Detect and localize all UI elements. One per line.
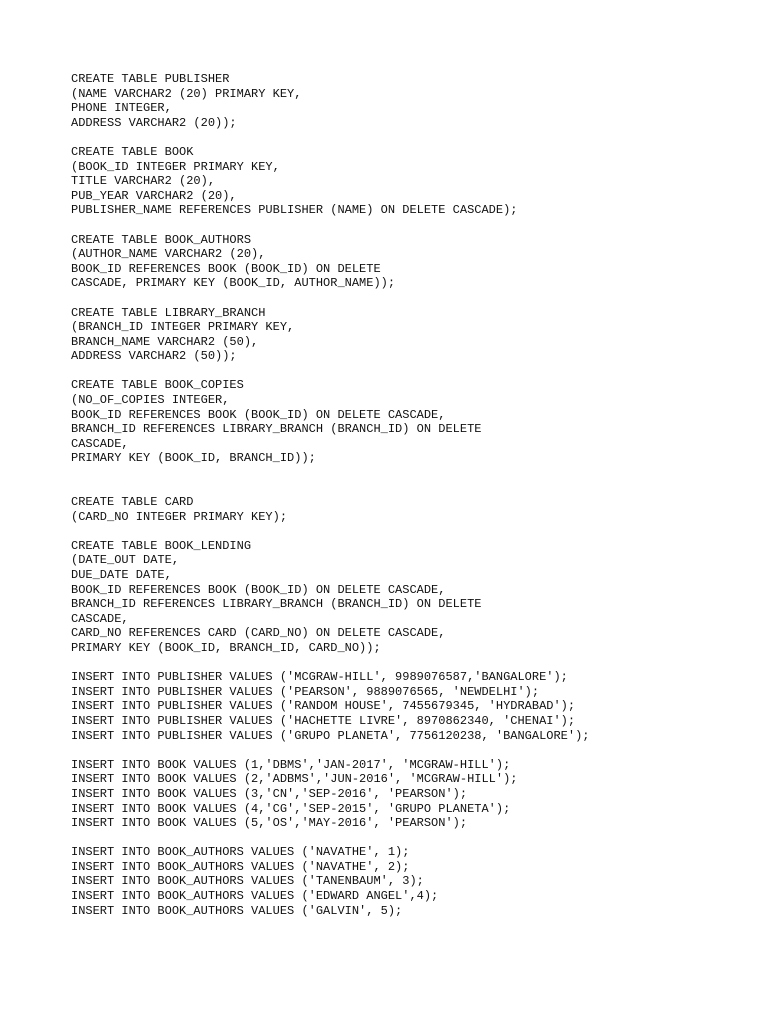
code-line: BRANCH_NAME VARCHAR2 (50), (71, 334, 259, 349)
code-line: (CARD_NO INTEGER PRIMARY KEY); (71, 509, 288, 524)
code-line: PUBLISHER_NAME REFERENCES PUBLISHER (NAME) ON DELETE CASCADE); (71, 203, 518, 218)
code-line: TITLE VARCHAR2 (20), (71, 174, 216, 189)
code-line: CARD_NO REFERENCES CARD (CARD_NO) ON DELETE CASCADE, (71, 626, 446, 641)
code-line: INSERT INTO BOOK VALUES (3,'CN','SEP-2016', 'PEARSON'); (71, 786, 468, 801)
sql-code-listing (71, 72, 751, 933)
code-line: INSERT INTO BOOK_AUTHORS VALUES ('TANENBAUM', 3); (71, 874, 424, 889)
code-line: INSERT INTO BOOK_AUTHORS VALUES ('GALVIN', 5); (71, 903, 403, 918)
code-line: BRANCH_ID REFERENCES LIBRARY_BRANCH (BRANCH_ID) ON DELETE (71, 422, 482, 437)
code-line: (NAME VARCHAR2 (20) PRIMARY KEY, (71, 86, 302, 101)
code-line: INSERT INTO BOOK VALUES (4,'CG','SEP-2015', 'GRUPO PLANETA'); (71, 801, 511, 816)
code-line: INSERT INTO PUBLISHER VALUES ('PEARSON', 9889076565, 'NEWDELHI'); (71, 684, 540, 699)
code-line: INSERT INTO PUBLISHER VALUES ('GRUPO PLANETA', 7756120238, 'BANGALORE'); (71, 728, 590, 743)
code-line: INSERT INTO BOOK_AUTHORS VALUES ('NAVATHE', 1); (71, 845, 410, 860)
code-line: CREATE TABLE LIBRARY_BRANCH (71, 305, 266, 320)
code-line: BRANCH_ID REFERENCES LIBRARY_BRANCH (BRANCH_ID) ON DELETE (71, 597, 482, 612)
code-line: CASCADE, PRIMARY KEY (BOOK_ID, AUTHOR_NAME)); (71, 276, 396, 291)
code-line: BOOK_ID REFERENCES BOOK (BOOK_ID) ON DELETE (71, 261, 381, 276)
create-table-book-authors-block (71, 233, 751, 291)
code-line: (BOOK_ID INTEGER PRIMARY KEY, (71, 159, 280, 174)
code-line: INSERT INTO BOOK VALUES (2,'ADBMS','JUN-2016', 'MCGRAW-HILL'); (71, 772, 518, 787)
code-line: INSERT INTO PUBLISHER VALUES ('RANDOM HOUSE', 7455679345, 'HYDRABAD'); (71, 699, 576, 714)
code-line: PRIMARY KEY (BOOK_ID, BRANCH_ID, CARD_NO)); (71, 640, 381, 655)
create-table-book-block (71, 145, 751, 218)
insert-book-block (71, 758, 751, 831)
create-table-card-block (71, 495, 751, 524)
code-line: INSERT INTO BOOK_AUTHORS VALUES ('EDWARD ANGEL',4); (71, 889, 439, 904)
create-table-book-copies-block (71, 378, 751, 466)
code-line: (AUTHOR_NAME VARCHAR2 (20), (71, 247, 266, 262)
create-table-book-lending-block (71, 539, 751, 656)
insert-publisher-block (71, 670, 751, 743)
code-line: BOOK_ID REFERENCES BOOK (BOOK_ID) ON DELETE CASCADE, (71, 407, 446, 422)
code-line: INSERT INTO BOOK VALUES (5,'OS','MAY-2016', 'PEARSON'); (71, 816, 468, 831)
code-line: ADDRESS VARCHAR2 (50)); (71, 349, 237, 364)
code-line: DUE_DATE DATE, (71, 568, 172, 582)
create-table-library-branch-block (71, 306, 751, 364)
code-line: PRIMARY KEY (BOOK_ID, BRANCH_ID)); (71, 451, 316, 466)
code-line: (NO_OF_COPIES INTEGER, (71, 393, 230, 408)
code-line: ADDRESS VARCHAR2 (20)); (71, 115, 237, 130)
insert-book-authors-block (71, 845, 751, 918)
code-line: BOOK_ID REFERENCES BOOK (BOOK_ID) ON DELETE CASCADE, (71, 582, 446, 597)
code-line: INSERT INTO PUBLISHER VALUES ('HACHETTE LIVRE', 8970862340, 'CHENAI'); (71, 713, 576, 728)
code-line: INSERT INTO BOOK VALUES (1,'DBMS','JAN-2017', 'MCGRAW-HILL'); (71, 757, 511, 772)
create-table-publisher-block (71, 72, 751, 130)
code-line: PUB_YEAR VARCHAR2 (20), (71, 188, 237, 203)
code-line: CASCADE, (71, 611, 129, 626)
code-line: (DATE_OUT DATE, (71, 553, 180, 568)
code-line: PHONE INTEGER, (71, 101, 172, 116)
code-line: CREATE TABLE BOOK_COPIES (71, 378, 244, 393)
code-line: INSERT INTO PUBLISHER VALUES ('MCGRAW-HILL', 9989076587,'BANGALORE'); (71, 670, 568, 685)
code-line: CREATE TABLE CARD (71, 495, 194, 510)
code-line: CREATE TABLE BOOK (71, 144, 194, 159)
code-line: CREATE TABLE BOOK_LENDING (71, 538, 252, 553)
code-line: CREATE TABLE PUBLISHER (71, 72, 230, 86)
code-line: CREATE TABLE BOOK_AUTHORS (71, 232, 252, 247)
code-line: (BRANCH_ID INTEGER PRIMARY KEY, (71, 320, 295, 335)
code-line: CASCADE, (71, 436, 129, 451)
code-line: INSERT INTO BOOK_AUTHORS VALUES ('NAVATHE', 2); (71, 859, 410, 874)
